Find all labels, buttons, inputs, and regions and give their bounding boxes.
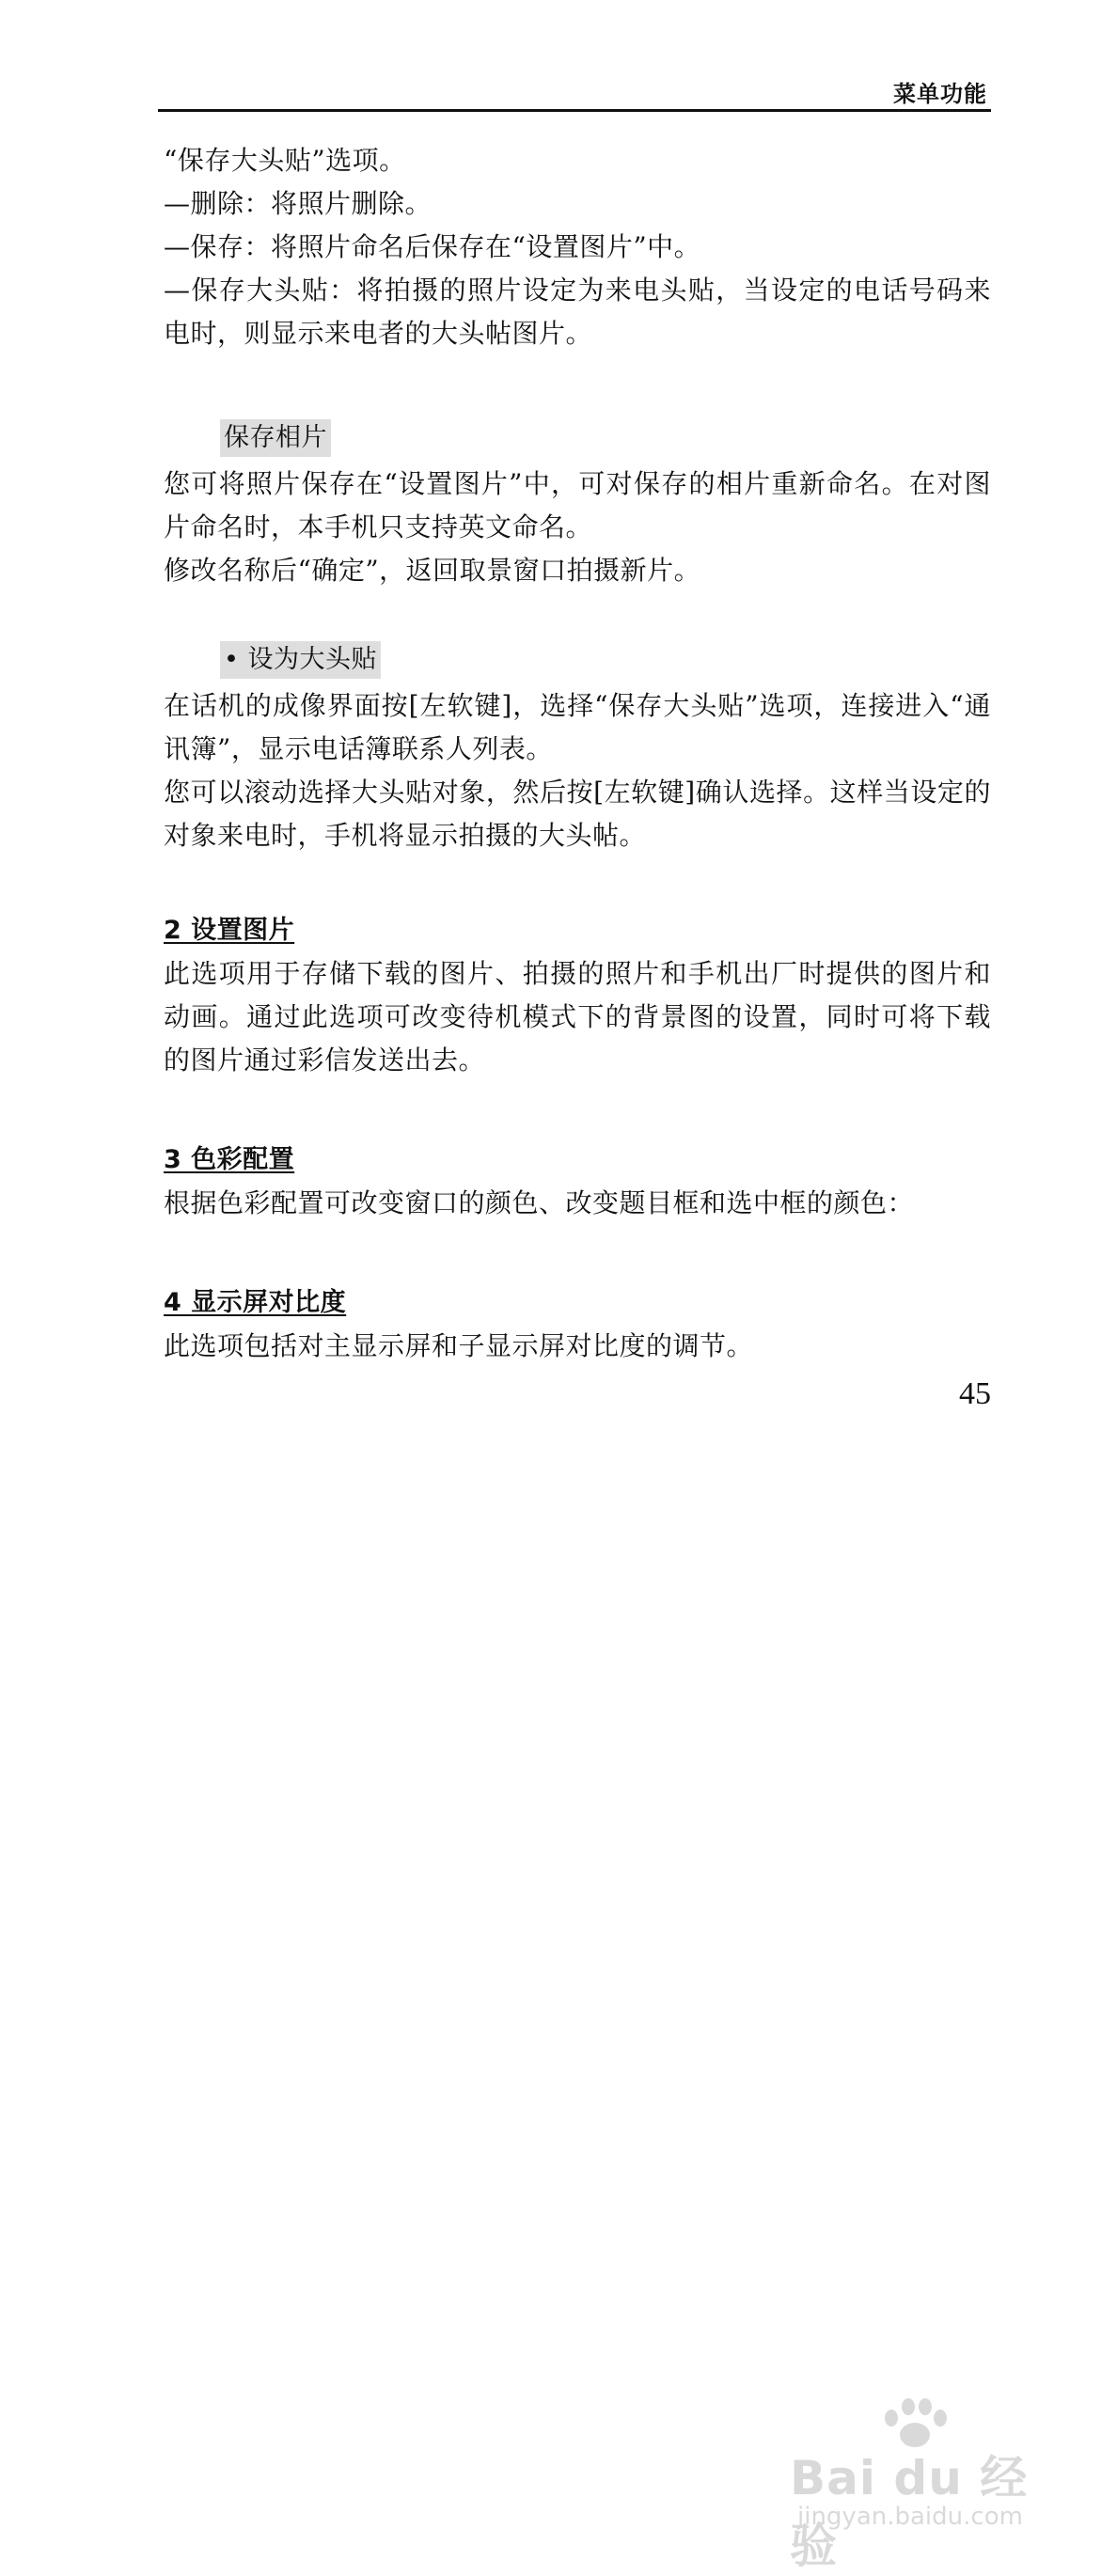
intro-line: —保存：将照片命名后保存在“设置图片”中。 [164, 231, 701, 262]
baidu-jingyan-watermark [790, 2433, 1072, 2573]
section-color-config [164, 1138, 991, 1225]
intro-line: “保存大头贴”选项。 [164, 145, 406, 176]
page-header [158, 71, 991, 112]
paragraph: 在话机的成像界面按[左软键]，选择“保存大头贴”选项，连接进入“通讯簿”，显示电话簿联系人列表。 [164, 690, 991, 764]
save-photo-block [164, 416, 991, 592]
paragraph: 此选项用于存储下载的图片、拍摄的照片和手机出厂时提供的图片和动画。通过此选项可改变待机模式下的背景图的设置，同时可将下载的图片通过彩信发送出去。 [164, 958, 991, 1076]
set-avatar-block [164, 637, 991, 857]
page-number: 45 [959, 1376, 991, 1411]
section-contrast [164, 1280, 991, 1368]
save-photo-heading: 保存相片 [220, 419, 331, 457]
paragraph: 您可将照片保存在“设置图片”中，可对保存的相片重新命名。在对图片命名时，本手机只支持英文命名。 [164, 468, 991, 542]
paragraph: 修改名称后“确定”，返回取景窗口拍摄新片。 [164, 555, 701, 586]
section-heading: 4 显示屏对比度 [164, 1288, 347, 1317]
section-heading: 2 设置图片 [164, 916, 295, 945]
header-title: 菜单功能 [893, 81, 987, 107]
watermark-logo-text: Bai du 经验 [790, 2451, 1029, 2573]
paragraph: 您可以滚动选择大头贴对象，然后按[左软键]确认选择。这样当设定的对象来电时，手机将显示拍摄的大头帖。 [164, 777, 991, 851]
set-avatar-heading: • 设为大头贴 [220, 641, 381, 679]
section-heading: 3 色彩配置 [164, 1145, 295, 1174]
paragraph: 根据色彩配置可改变窗口的颜色、改变题目框和选中框的颜色： [164, 1187, 915, 1218]
paragraph: 此选项包括对主显示屏和子显示屏对比度的调节。 [164, 1330, 754, 1361]
intro-block [164, 139, 991, 355]
section-set-picture [164, 908, 991, 1082]
intro-line: —保存大头贴：将拍摄的照片设定为来电头贴，当设定的电话号码来电时，则显示来电者的大头帖图片。 [164, 275, 991, 349]
intro-line: —删除：将照片删除。 [164, 188, 433, 219]
watermark-url: jingyan.baidu.com [797, 2503, 1023, 2531]
